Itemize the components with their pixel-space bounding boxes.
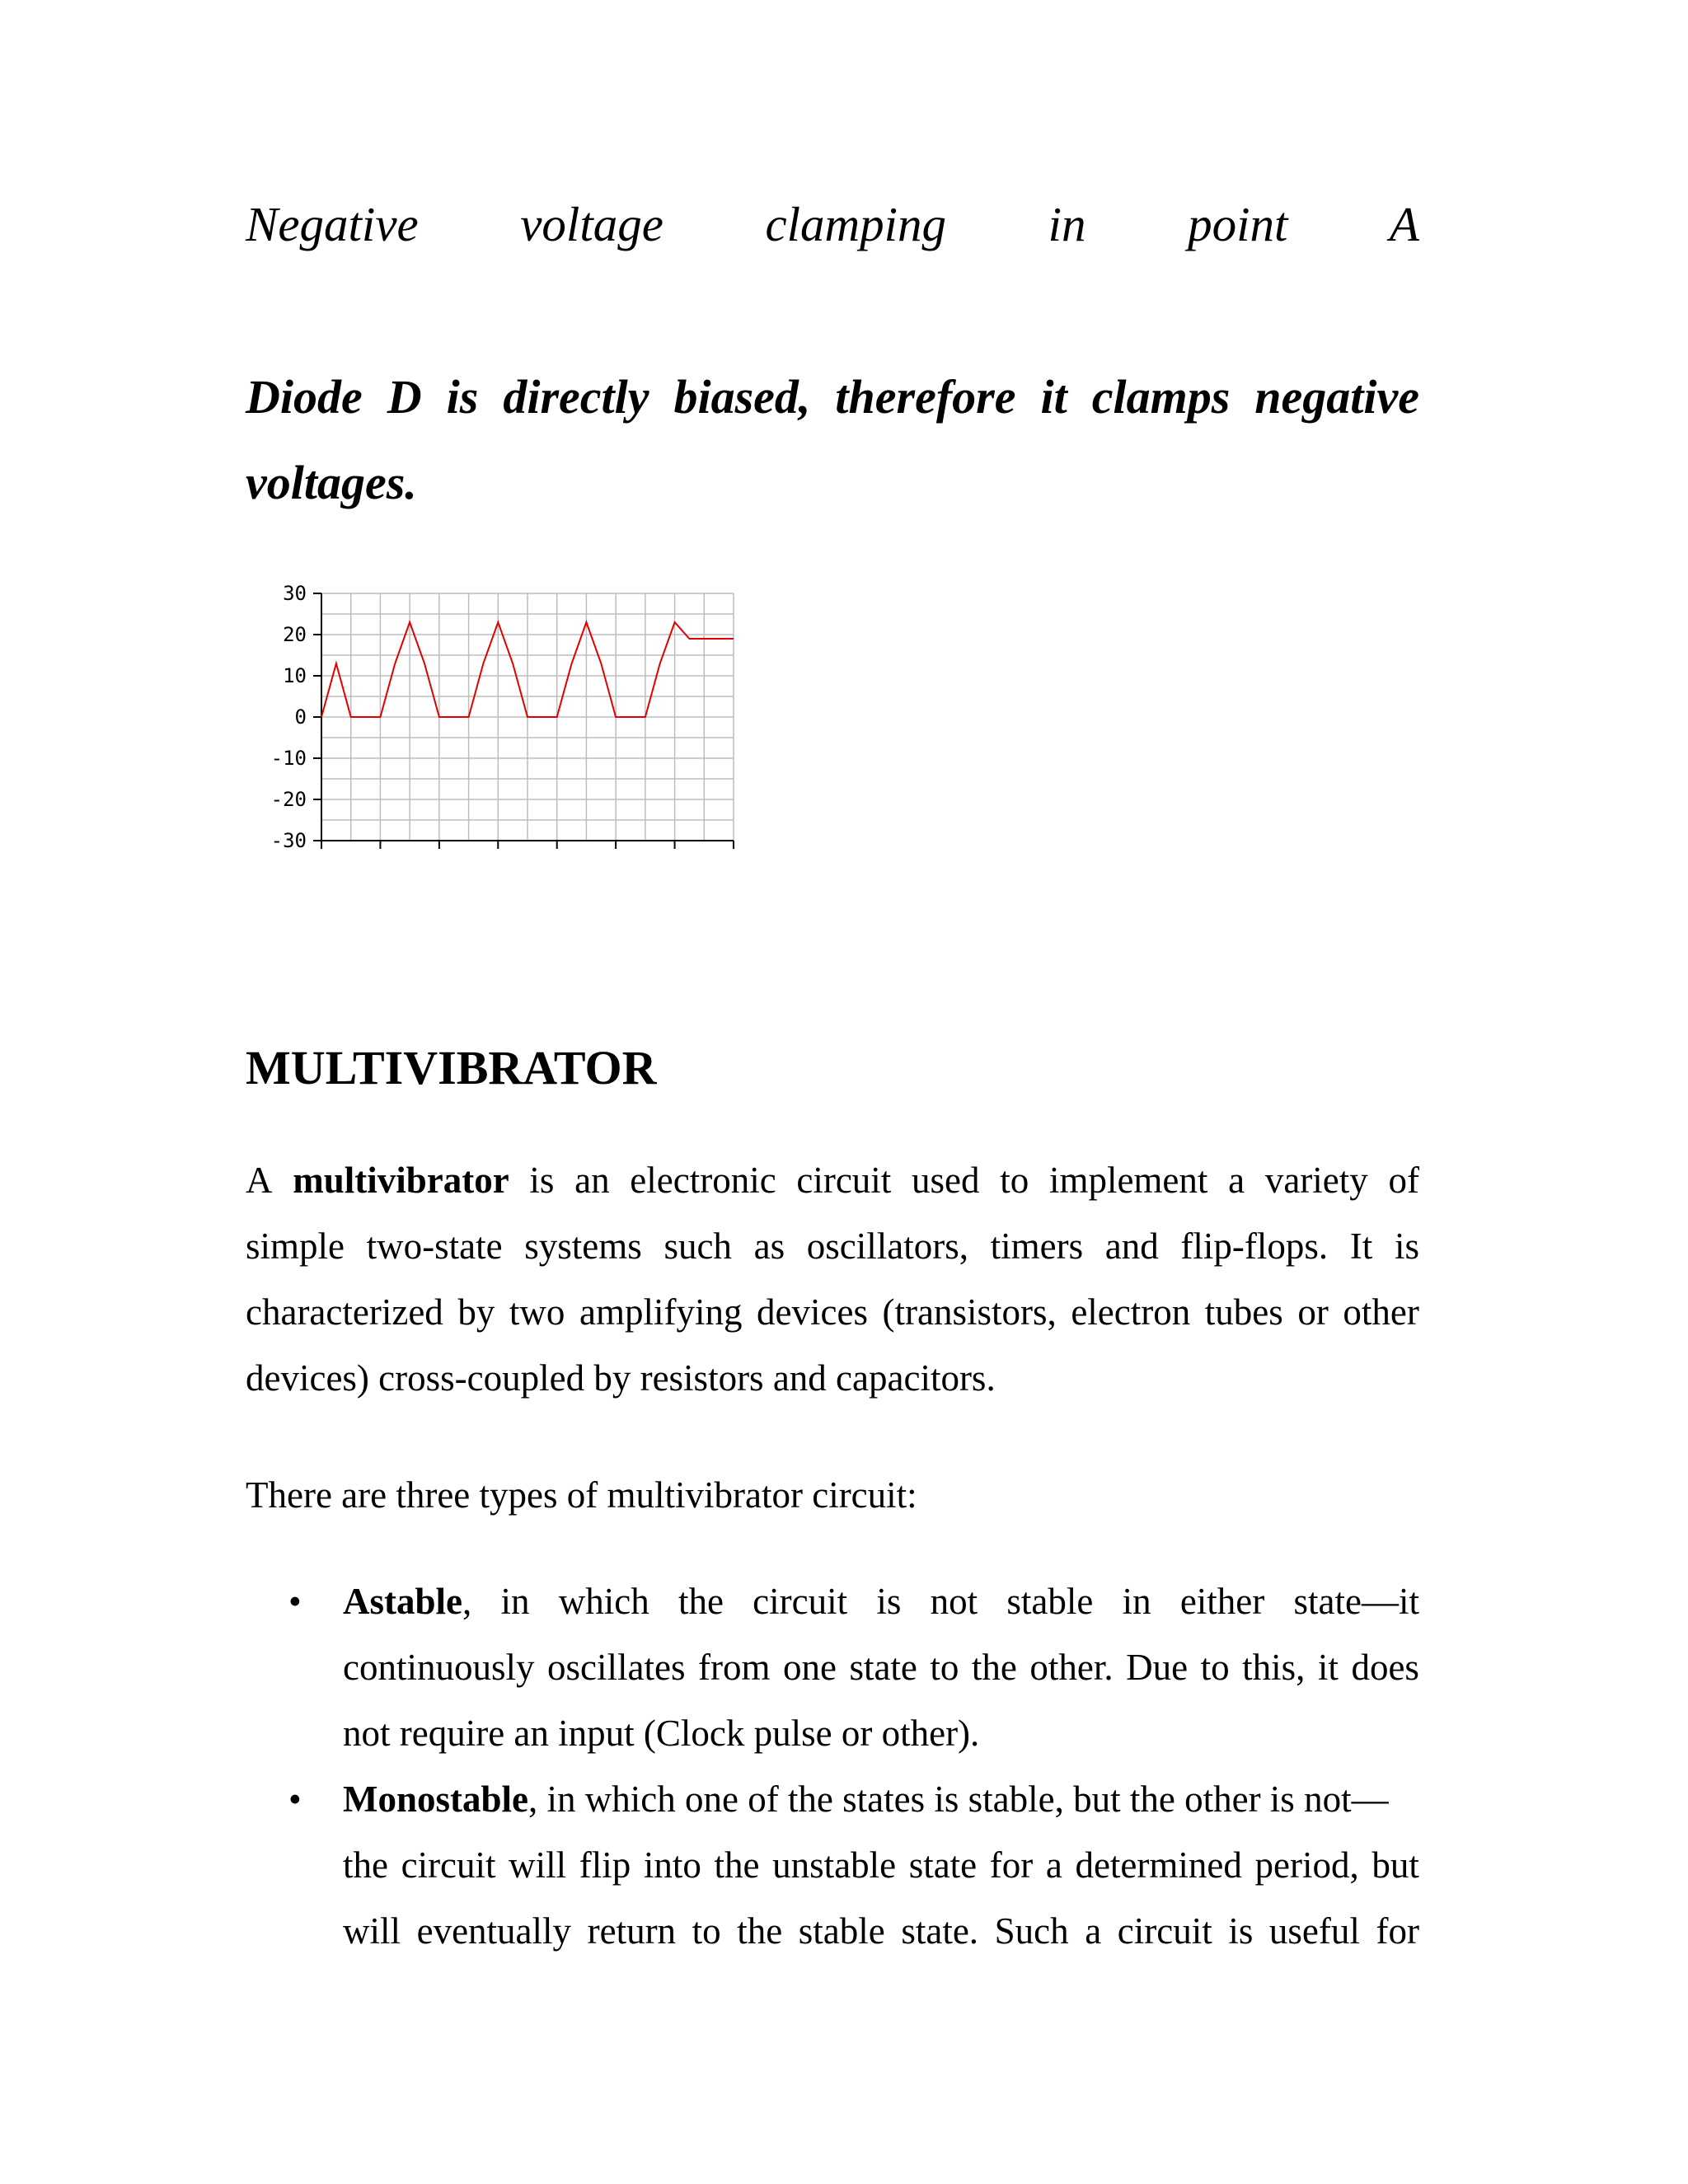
word: (transistors, xyxy=(882,1291,1057,1333)
word: one xyxy=(782,1647,837,1688)
word: is xyxy=(446,370,479,424)
word: state—it xyxy=(1293,1581,1419,1622)
word: of xyxy=(1388,1160,1419,1201)
word: tubes xyxy=(1204,1291,1283,1333)
word: two-state xyxy=(366,1226,503,1267)
word: simple xyxy=(246,1226,345,1267)
para1-bold-term: multivibrator xyxy=(293,1160,509,1201)
word: amplifying xyxy=(579,1291,743,1333)
word: the xyxy=(971,1647,1017,1688)
word: in xyxy=(500,1581,530,1622)
word: circuit xyxy=(1117,1910,1212,1952)
word: flip-flops. xyxy=(1180,1226,1329,1267)
word: Such xyxy=(994,1910,1069,1952)
para1-row1 xyxy=(246,1147,1419,1213)
y-tick-label: -10 xyxy=(270,747,307,770)
word: clamps xyxy=(1091,370,1231,424)
paragraph-multivibrator-definition xyxy=(246,1147,1419,1411)
list-bullet-2: • xyxy=(288,1779,302,1820)
word: and xyxy=(1104,1226,1159,1267)
word: biased, xyxy=(673,370,811,424)
word: circuit xyxy=(401,1844,496,1886)
y-tick-label: 30 xyxy=(283,582,307,605)
word: D xyxy=(387,370,422,424)
word: not xyxy=(930,1581,978,1622)
word: the xyxy=(343,1844,388,1886)
word: used xyxy=(912,1160,980,1201)
word: for xyxy=(989,1844,1034,1886)
word: it xyxy=(1040,370,1067,424)
word: to xyxy=(930,1647,959,1688)
word: an xyxy=(574,1160,610,1201)
word: a xyxy=(1228,1160,1245,1201)
astable-row3: not require an input (Clock pulse or other). xyxy=(343,1713,980,1754)
para2-text: There are three types of multivibrator circuit: xyxy=(246,1474,917,1516)
word: for xyxy=(1376,1910,1419,1952)
word: in xyxy=(1048,197,1086,251)
word: but xyxy=(1372,1844,1419,1886)
word: electron xyxy=(1071,1291,1191,1333)
word: useful xyxy=(1268,1910,1360,1952)
monostable-row1-rest: , in which one of the states is stable, but the other is not— xyxy=(528,1779,1389,1820)
bold-italic-statement-line1 xyxy=(246,369,1419,424)
word: unstable xyxy=(772,1844,897,1886)
section-title: MULTIVIBRATOR xyxy=(246,1041,657,1094)
word: such xyxy=(663,1226,732,1267)
list-bullet-1: • xyxy=(288,1581,302,1622)
word: systems xyxy=(524,1226,642,1267)
para1-row2 xyxy=(246,1213,1419,1279)
word: does xyxy=(1351,1647,1419,1688)
para1-word-a: A xyxy=(246,1160,273,1201)
word: characterized xyxy=(246,1291,443,1333)
word: will xyxy=(509,1844,567,1886)
word: period, xyxy=(1254,1844,1359,1886)
list-item-monostable xyxy=(343,1766,1419,1964)
word: Diode xyxy=(246,370,363,424)
word: this, xyxy=(1242,1647,1306,1688)
chart-y-tick-labels xyxy=(271,582,307,849)
word: two xyxy=(509,1291,565,1333)
word: a xyxy=(1045,1844,1062,1886)
word: A xyxy=(1389,197,1419,251)
word: stable xyxy=(1006,1581,1094,1622)
word: other xyxy=(1343,1291,1419,1333)
word: to xyxy=(692,1910,721,1952)
word: is xyxy=(1228,1910,1254,1952)
word: clamping xyxy=(765,197,947,251)
list-item-astable xyxy=(343,1568,1419,1766)
word: implement xyxy=(1048,1160,1208,1201)
word: eventually xyxy=(416,1910,572,1952)
word: flip xyxy=(579,1844,631,1886)
word: which xyxy=(558,1581,649,1622)
word: directly xyxy=(503,370,649,424)
word: by xyxy=(457,1291,495,1333)
word: state xyxy=(908,1844,978,1886)
word: Due xyxy=(1126,1647,1189,1688)
word: electronic xyxy=(630,1160,776,1201)
word: a xyxy=(1085,1910,1102,1952)
word: return xyxy=(587,1910,677,1952)
word: other. xyxy=(1029,1647,1114,1688)
y-tick-label: 0 xyxy=(294,705,307,729)
word: state xyxy=(849,1647,917,1688)
word: oscillators, xyxy=(806,1226,968,1267)
monostable-row1 xyxy=(343,1766,1419,1832)
word: from xyxy=(697,1647,771,1688)
word: is xyxy=(876,1581,902,1622)
word: to xyxy=(1200,1647,1230,1688)
word: will xyxy=(343,1910,401,1952)
word: as xyxy=(753,1226,785,1267)
astable-row2 xyxy=(343,1634,1419,1700)
word: circuit xyxy=(753,1581,848,1622)
word: the xyxy=(678,1581,724,1622)
word: is xyxy=(529,1160,555,1201)
word: state. xyxy=(901,1910,979,1952)
word: devices xyxy=(757,1291,868,1333)
word: to xyxy=(1000,1160,1029,1201)
word: either xyxy=(1179,1581,1265,1622)
para1-row4: devices) cross-coupled by resistors and capacitors. xyxy=(246,1357,996,1399)
word: the xyxy=(737,1910,783,1952)
y-tick-label: 10 xyxy=(283,664,307,687)
word: in xyxy=(1122,1581,1151,1622)
para1-row3 xyxy=(246,1279,1419,1345)
word: Negative xyxy=(246,197,419,251)
word: timers xyxy=(990,1226,1084,1267)
voltage-clamping-chart xyxy=(239,569,750,849)
word: variety xyxy=(1264,1160,1368,1201)
word: circuit xyxy=(796,1160,892,1201)
word: negative xyxy=(1254,370,1419,424)
y-tick-label: -30 xyxy=(270,829,307,849)
word: continuously xyxy=(343,1647,535,1688)
paragraph-types-intro xyxy=(246,1462,1419,1528)
astable-term: Astable, xyxy=(343,1581,472,1622)
word: the xyxy=(714,1844,760,1886)
word: or xyxy=(1297,1291,1329,1333)
heading-line xyxy=(246,196,1419,253)
astable-row1 xyxy=(343,1568,1419,1634)
word: it xyxy=(1317,1647,1339,1688)
word: point xyxy=(1188,197,1288,251)
word: is xyxy=(1394,1226,1419,1267)
y-tick-label: -20 xyxy=(270,788,307,811)
word: It xyxy=(1349,1226,1373,1267)
word: voltage xyxy=(520,197,663,251)
word: determined xyxy=(1075,1844,1242,1886)
bold-italic-statement-line2: voltages. xyxy=(246,456,417,509)
word: therefore xyxy=(835,370,1016,424)
y-tick-label: 20 xyxy=(283,623,307,646)
monostable-row3 xyxy=(343,1898,1419,1964)
word: oscillates xyxy=(547,1647,686,1688)
monostable-term: Monostable xyxy=(343,1779,528,1820)
monostable-row2 xyxy=(343,1832,1419,1898)
word: into xyxy=(643,1844,701,1886)
word: stable xyxy=(798,1910,885,1952)
